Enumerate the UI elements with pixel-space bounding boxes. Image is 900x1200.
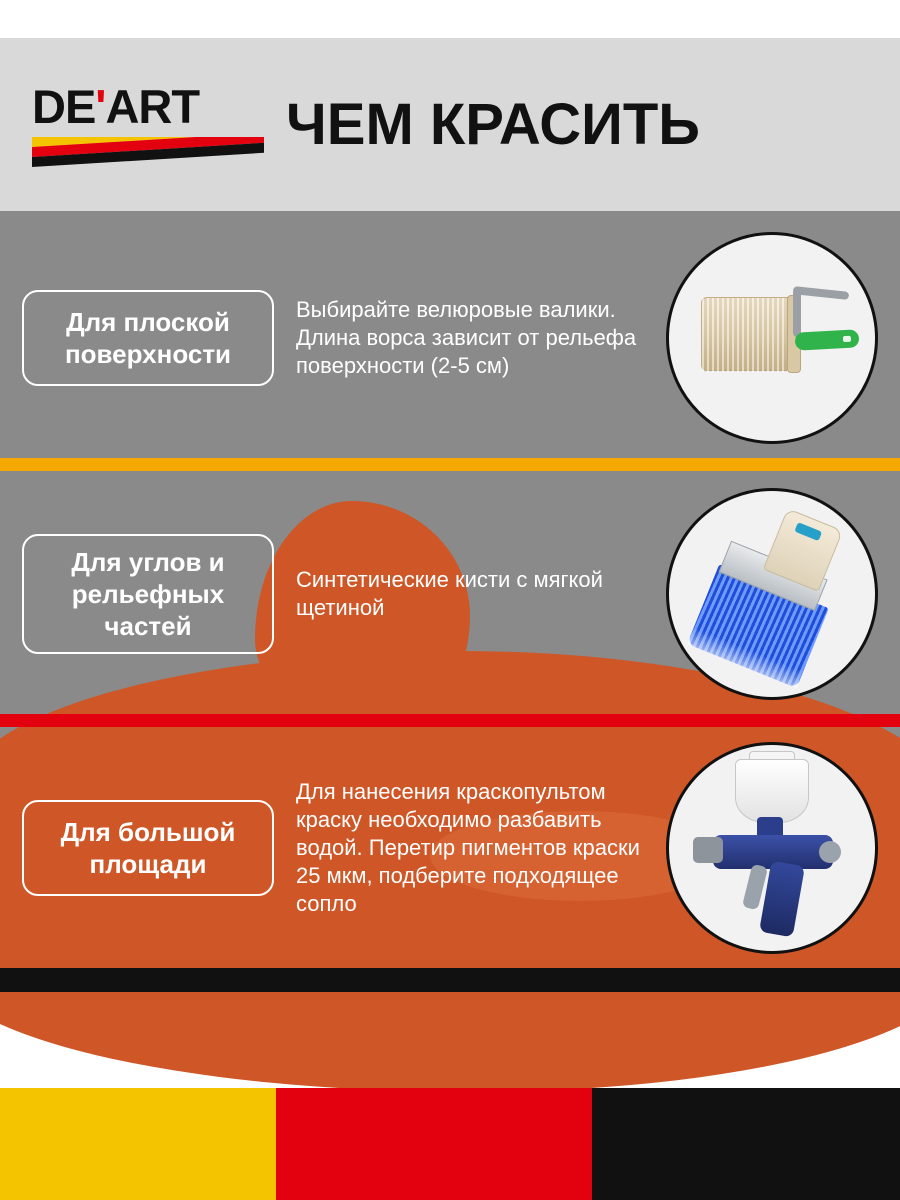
german-flag-icon <box>32 137 264 167</box>
row-label-pill: Для большой площади <box>22 800 274 896</box>
spray-gun-nozzle-icon <box>693 837 723 863</box>
spray-gun-photo <box>666 742 878 954</box>
spray-gun-knob-icon <box>819 841 841 863</box>
row-label-pill: Для плоской поверхности <box>22 290 274 386</box>
row-description: Для нанесения краскопультом краску необходимо разбавить водой. Перетир пигментов краски 25 мкм, подберите подходящее сопло <box>296 779 640 916</box>
paint-brush-photo <box>666 488 878 700</box>
brand-logo-text <box>32 81 264 133</box>
flag-segment-black <box>592 1088 900 1200</box>
flag-segment-yellow <box>0 1088 276 1200</box>
paint-roller-photo <box>666 232 878 444</box>
logo-apostrophe: ' <box>95 79 106 133</box>
divider-black <box>0 968 900 992</box>
footer-paint-splash <box>0 992 900 1092</box>
row-description: Выбирайте велюровые валики. Длина ворса зависит от рельефа поверхности (2-5 см) <box>296 297 637 378</box>
row-description: Синтетические кисти с мягкой щетиной <box>296 567 603 620</box>
divider-red <box>0 714 900 727</box>
info-row-large-area <box>0 728 900 968</box>
spray-gun-cup-icon <box>735 759 809 823</box>
info-row-corners <box>0 474 900 714</box>
roller-handle-icon <box>795 329 860 350</box>
row-label-pill: Для углов и рельефных частей <box>22 534 274 654</box>
header <box>0 38 900 211</box>
logo-art: ART <box>105 79 200 133</box>
divider-yellow <box>0 458 900 471</box>
info-row-flat-surface <box>0 218 900 458</box>
top-white-strip <box>0 0 900 38</box>
page-title: ЧЕМ КРАСИТЬ <box>286 91 700 157</box>
footer-german-flag <box>0 1088 900 1200</box>
roller-rod-icon <box>793 286 850 300</box>
footer <box>0 992 900 1200</box>
logo-de: DE <box>32 79 96 133</box>
brand-logo <box>32 81 264 169</box>
roller-rod-vertical-icon <box>793 289 801 337</box>
flag-segment-red <box>276 1088 592 1200</box>
roller-body-icon <box>701 297 793 371</box>
